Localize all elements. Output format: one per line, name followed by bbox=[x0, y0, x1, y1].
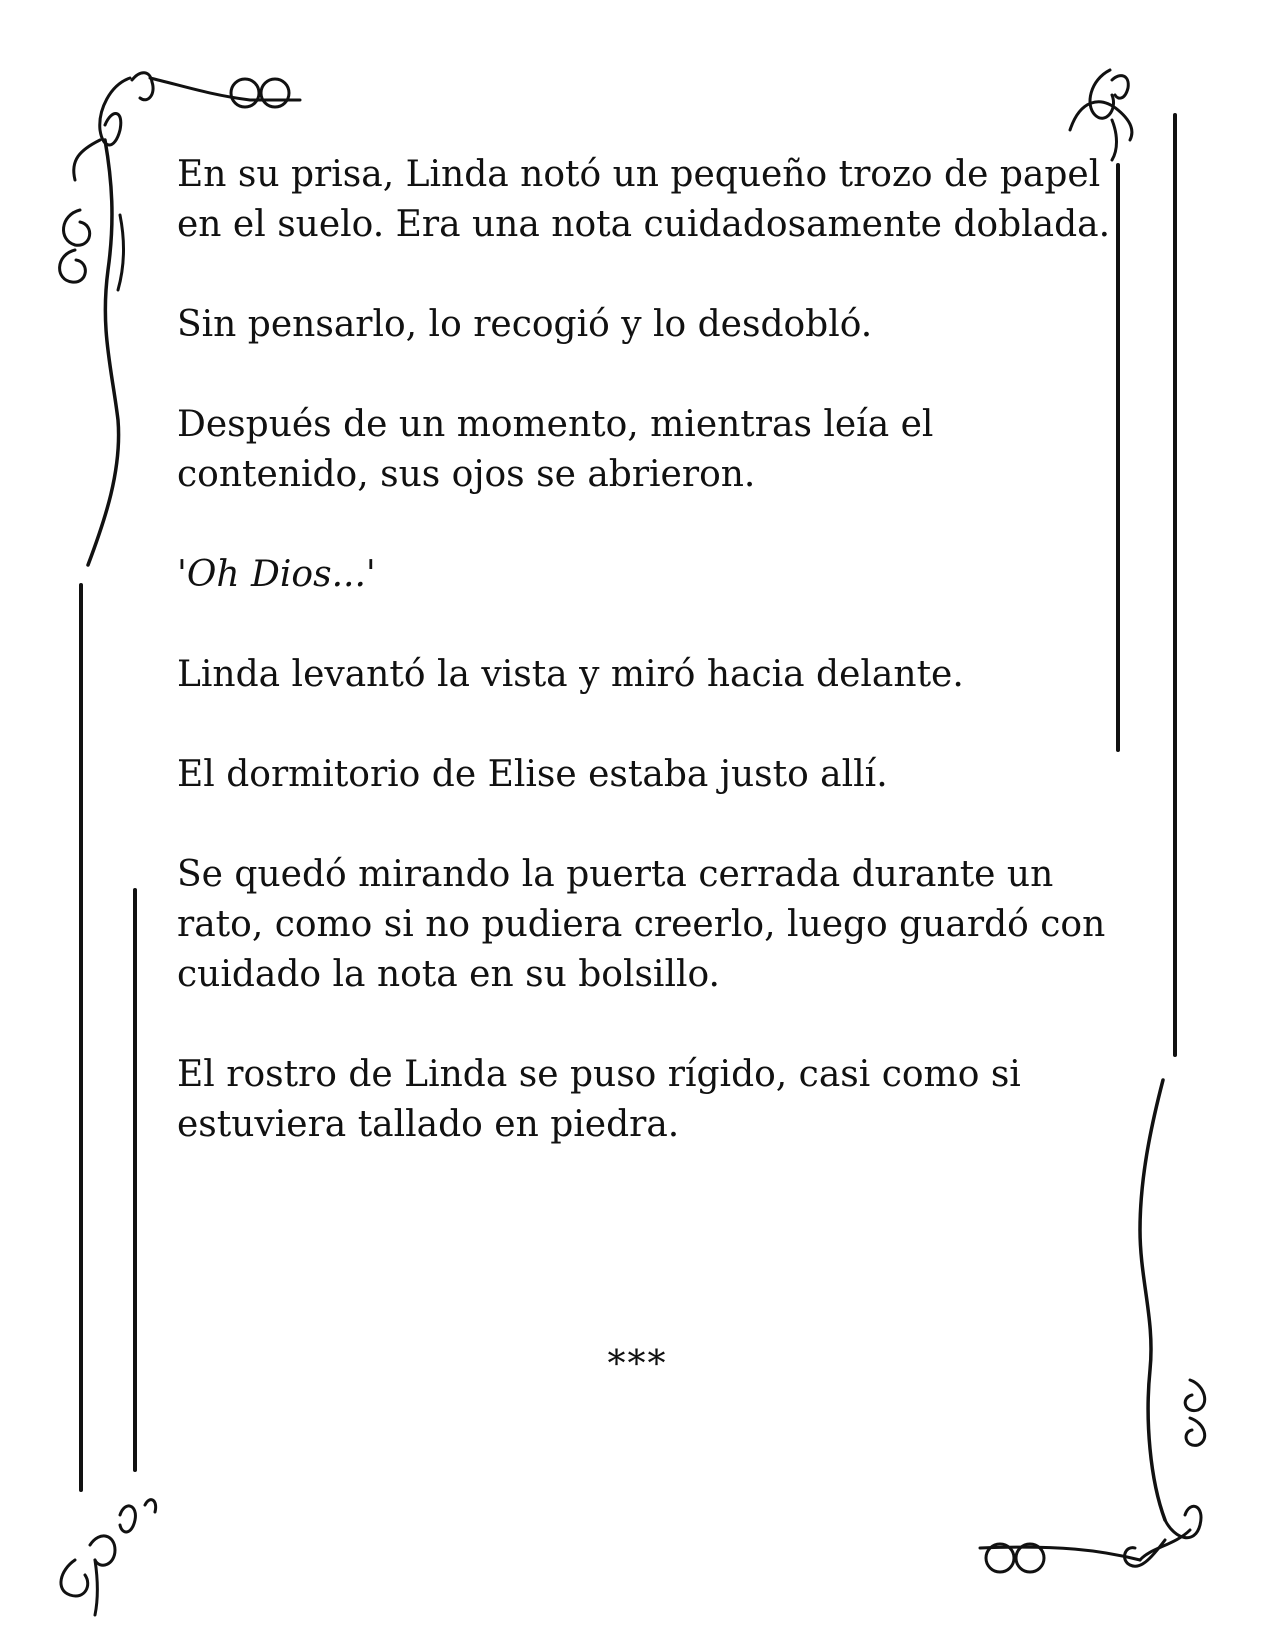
paragraph: En su prisa, Linda notó un pequeño trozo de papel en el suelo. Era una nota cuidadosamente doblada. bbox=[177, 154, 1111, 245]
paragraph: Sin pensarlo, lo recogió y lo desdobló. bbox=[177, 304, 873, 345]
section-separator: *** bbox=[607, 1344, 668, 1385]
top-right-flourish-icon bbox=[1070, 70, 1132, 160]
paragraph: Se quedó mirando la puerta cerrada durante un rato, como si no pudiera creerlo, luego guardó con cuidado la nota en su bolsillo. bbox=[177, 854, 1106, 995]
paragraph: El dormitorio de Elise estaba justo allí. bbox=[177, 754, 888, 795]
bottom-left-flourish-icon bbox=[61, 1500, 156, 1615]
paragraph: Después de un momento, mientras leía el contenido, sus ojos se abrieron. bbox=[177, 404, 934, 495]
italic-thought: 'Oh Dios...' bbox=[177, 554, 376, 595]
paragraph: Linda levantó la vista y miró hacia delante. bbox=[177, 654, 964, 695]
document-body bbox=[177, 150, 1117, 1200]
paragraph: El rostro de Linda se puso rígido, casi como si estuviera tallado en piedra. bbox=[177, 1054, 1021, 1145]
